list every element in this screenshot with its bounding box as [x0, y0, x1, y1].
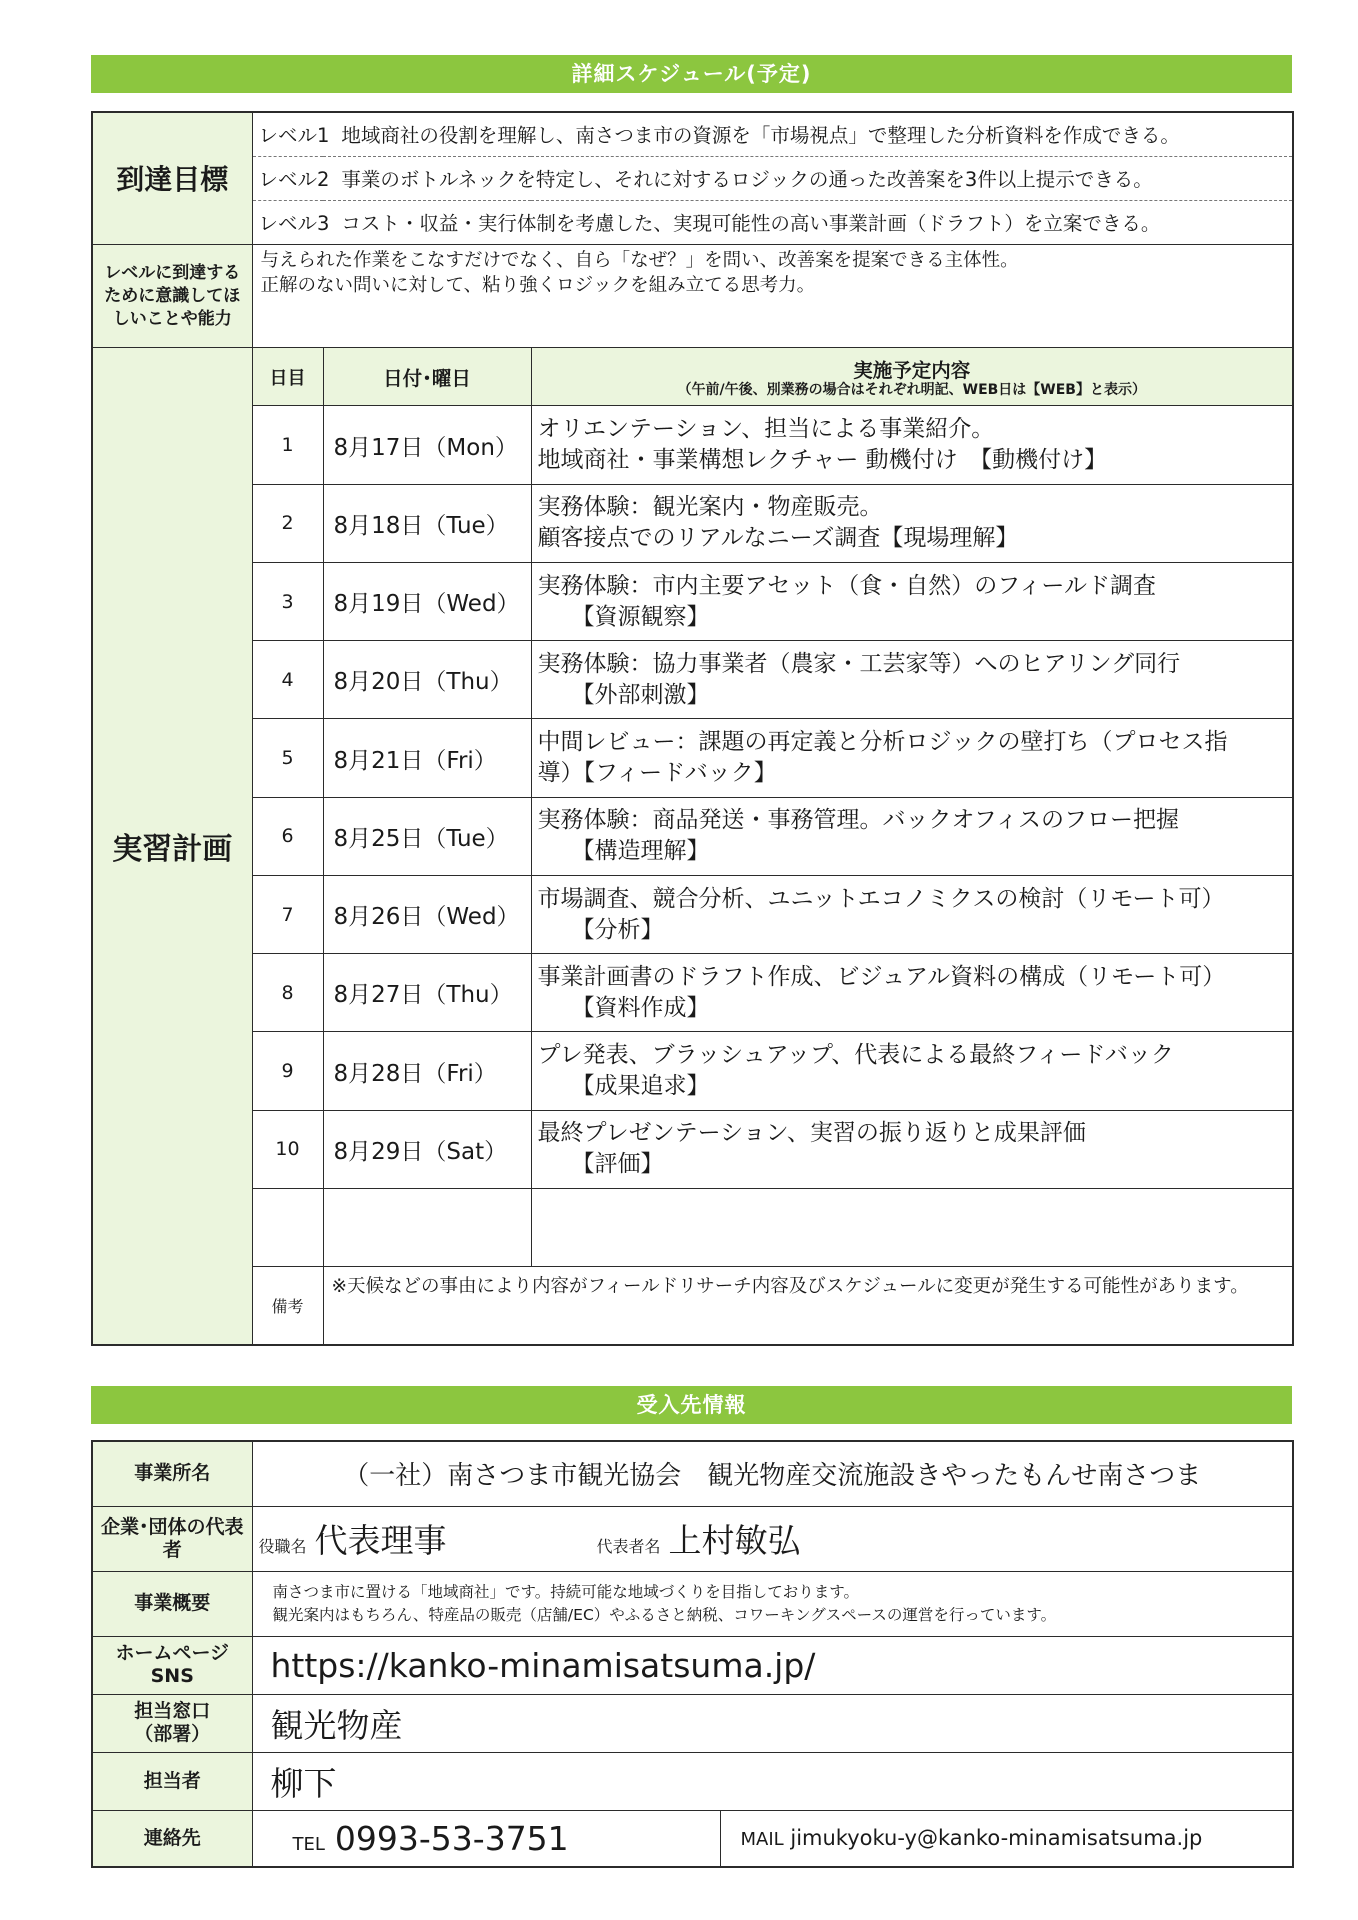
day-content-tag: 【分析】: [571, 916, 664, 943]
day-date: 8月18日（Tue）: [323, 484, 531, 562]
office-label: 事業所名: [92, 1441, 252, 1506]
day-date: 8月21日（Fri）: [323, 719, 531, 797]
day-content-tag: 【構造理解】: [571, 838, 710, 865]
day-number: 9: [252, 1032, 323, 1110]
day-content: [531, 875, 1293, 953]
day-date: 8月26日（Wed）: [323, 875, 531, 953]
schedule-section-banner: 詳細スケジュール(予定): [91, 55, 1292, 93]
day-content-line: オリエンテーション、担当による事業紹介。: [537, 416, 995, 443]
web-label-line-1: ホームページ: [115, 1642, 230, 1665]
day-number: 3: [252, 562, 323, 640]
web-label: [92, 1636, 252, 1694]
day-content: [531, 406, 1293, 484]
table-row: [92, 562, 1293, 640]
note-label: 備考: [252, 1267, 323, 1345]
dept-label: [92, 1694, 252, 1752]
day-date: 8月20日（Thu）: [323, 641, 531, 719]
table-row: [92, 954, 1293, 1032]
day-content-tag: 【評価】: [571, 1151, 664, 1178]
rep-name-label: 代表者名: [596, 1537, 661, 1556]
mail-value[interactable]: jimukyoku-y@kanko-minamisatsuma.jp: [790, 1826, 1203, 1851]
day-content: [531, 954, 1293, 1032]
day-content-line: 導）【フィードバック】: [537, 760, 777, 787]
web-label-line-2: SNS: [150, 1665, 194, 1687]
header-day: 日目: [252, 348, 323, 406]
goals-label: 到達目標: [92, 112, 252, 244]
day-date: 8月29日（Sat）: [323, 1110, 531, 1188]
day-date: 8月17日（Mon）: [323, 406, 531, 484]
day-number: 4: [252, 641, 323, 719]
day-content-tag: 【外部刺激】: [571, 681, 710, 708]
day-content-line: 実務体験：協力事業者（農家・工芸家等）へのヒアリング同行: [537, 650, 1181, 677]
day-number: 8: [252, 954, 323, 1032]
day-content-tag: 【資源観察】: [571, 603, 710, 630]
day-number: 1: [252, 406, 323, 484]
awareness-line-2: 正解のない問いに対して、粘り強くロジックを組み立てる思考力。: [260, 274, 816, 296]
day-number: 7: [252, 875, 323, 953]
goal-level-2: [252, 156, 1293, 200]
note-text: ※天候などの事由により内容がフィールドリサーチ内容及びスケジュールに変更が発生する可能性があります。: [323, 1267, 1293, 1345]
day-content-line: プレ発表、ブラッシュアップ、代表による最終フィードバック: [537, 1042, 1174, 1069]
table-row: [92, 1110, 1293, 1188]
homepage-link[interactable]: https://kanko-minamisatsuma.jp/: [252, 1636, 1293, 1694]
day-date: 8月27日（Thu）: [323, 954, 531, 1032]
table-row: [92, 641, 1293, 719]
table-row: [92, 797, 1293, 875]
mail-cell: [720, 1810, 1293, 1867]
header-date: 日付･曜日: [323, 348, 531, 406]
goal-level-1-name: レベル1: [258, 124, 330, 148]
day-content-tag: 【成果追求】: [571, 1073, 710, 1100]
day-content: [531, 719, 1293, 797]
day-number: 5: [252, 719, 323, 797]
goal-level-1: [252, 112, 1293, 156]
goal-level-2-text: 事業のボトルネックを特定し、それに対するロジックの通った改善案を3件以上提示できる。: [341, 168, 1153, 192]
summary-label: 事業概要: [92, 1571, 252, 1636]
empty-cell: [252, 1188, 323, 1266]
rep-info: [252, 1506, 1293, 1571]
day-content-line: 事業計画書のドラフト作成、ビジュアル資料の構成（リモート可）: [537, 963, 1226, 990]
day-content-line: 実務体験：商品発送・事務管理。バックオフィスのフロー把握: [537, 807, 1179, 834]
tel-cell: [252, 1810, 720, 1867]
day-content: [531, 1032, 1293, 1110]
awareness-label: レベルに到達するために意識してほしいことや能力: [92, 244, 252, 347]
person-value: 柳下: [252, 1752, 1293, 1810]
contact-label: 連絡先: [92, 1810, 252, 1867]
summary-line-2: 観光案内はもちろん、特産品の販売（店舗/EC）やふるさと納税、コワーキングスペースの運営を行っています。: [272, 1605, 1057, 1624]
table-row: [92, 484, 1293, 562]
goal-level-3-name: レベル3: [258, 212, 330, 236]
day-content: [531, 562, 1293, 640]
day-content-line: 最終プレゼンテーション、実習の振り返りと成果評価: [537, 1120, 1086, 1147]
mail-label: MAIL: [740, 1829, 784, 1851]
day-content-line: 中間レビュー：課題の再定義と分析ロジックの壁打ち（プロセス指: [537, 729, 1228, 756]
rep-name: 上村敏弘: [668, 1521, 801, 1560]
office-name: （一社）南さつま市観光協会 観光物産交流施設きやったもんせ南さつま: [252, 1441, 1293, 1506]
tel-value[interactable]: 0993-53-3751: [334, 1818, 569, 1858]
day-content-line: 実務体験：観光案内・物産販売。: [537, 494, 883, 521]
plan-label: 実習計画: [92, 348, 252, 1345]
day-content-line: 顧客接点でのリアルなニーズ調査【現場理解】: [537, 525, 1019, 552]
day-content: [531, 797, 1293, 875]
goal-level-3-text: コスト・収益・実行体制を考慮した、実現可能性の高い事業計画（ドラフト）を立案できる。: [341, 212, 1161, 236]
header-content-note: （午前/午後、別業務の場合はそれぞれ明記、WEB日は【WEB】と表示）: [677, 382, 1146, 399]
day-date: 8月28日（Fri）: [323, 1032, 531, 1110]
rep-label: 企業･団体の代表者: [92, 1506, 252, 1571]
summary-text: [252, 1571, 1293, 1636]
summary-line-1: 南さつま市に置ける「地域商社」です。持続可能な地域づくりを目指しております。: [272, 1583, 860, 1602]
table-row: [92, 719, 1293, 797]
rep-title-label: 役職名: [258, 1537, 307, 1556]
tel-label: TEL: [292, 1833, 325, 1855]
table-row: [92, 875, 1293, 953]
day-number: 10: [252, 1110, 323, 1188]
person-label: 担当者: [92, 1752, 252, 1810]
day-content-line: 地域商社・事業構想レクチャー 動機付け 【動機付け】: [537, 447, 1108, 474]
day-number: 6: [252, 797, 323, 875]
day-content: [531, 641, 1293, 719]
table-row: [92, 406, 1293, 484]
table-row: [92, 1032, 1293, 1110]
day-content: [531, 1110, 1293, 1188]
day-content-tag: 【資料作成】: [571, 994, 710, 1021]
host-info-table: [91, 1440, 1294, 1868]
day-number: 2: [252, 484, 323, 562]
goal-level-3: [252, 200, 1293, 244]
dept-value: 観光物産: [252, 1694, 1293, 1752]
empty-cell: [323, 1188, 531, 1266]
goal-level-2-name: レベル2: [258, 168, 330, 192]
awareness-line-1: 与えられた作業をこなすだけでなく、自ら「なぜ？」を問い、改善案を提案できる主体性。: [260, 249, 1019, 271]
host-section-banner: 受入先情報: [91, 1386, 1292, 1424]
dept-label-line-2: （部署）: [134, 1723, 211, 1745]
table-row-empty: [92, 1188, 1293, 1266]
day-content-line: 市場調査、競合分析、ユニットエコノミクスの検討（リモート可）: [537, 885, 1225, 912]
empty-cell: [531, 1188, 1293, 1266]
awareness-text: [252, 244, 1293, 347]
day-content-line: 実務体験：市内主要アセット（食・自然）のフィールド調査: [537, 572, 1156, 599]
day-date: 8月25日（Tue）: [323, 797, 531, 875]
rep-title: 代表理事: [314, 1521, 447, 1560]
header-content-title: 実施予定内容: [853, 359, 971, 383]
day-date: 8月19日（Wed）: [323, 562, 531, 640]
header-content: [531, 348, 1293, 406]
dept-label-line-1: 担当窓口: [134, 1700, 211, 1723]
schedule-table: [91, 111, 1294, 1346]
day-content: [531, 484, 1293, 562]
goal-level-1-text: 地域商社の役割を理解し、南さつま市の資源を「市場視点」で整理した分析資料を作成できる。: [341, 124, 1180, 148]
